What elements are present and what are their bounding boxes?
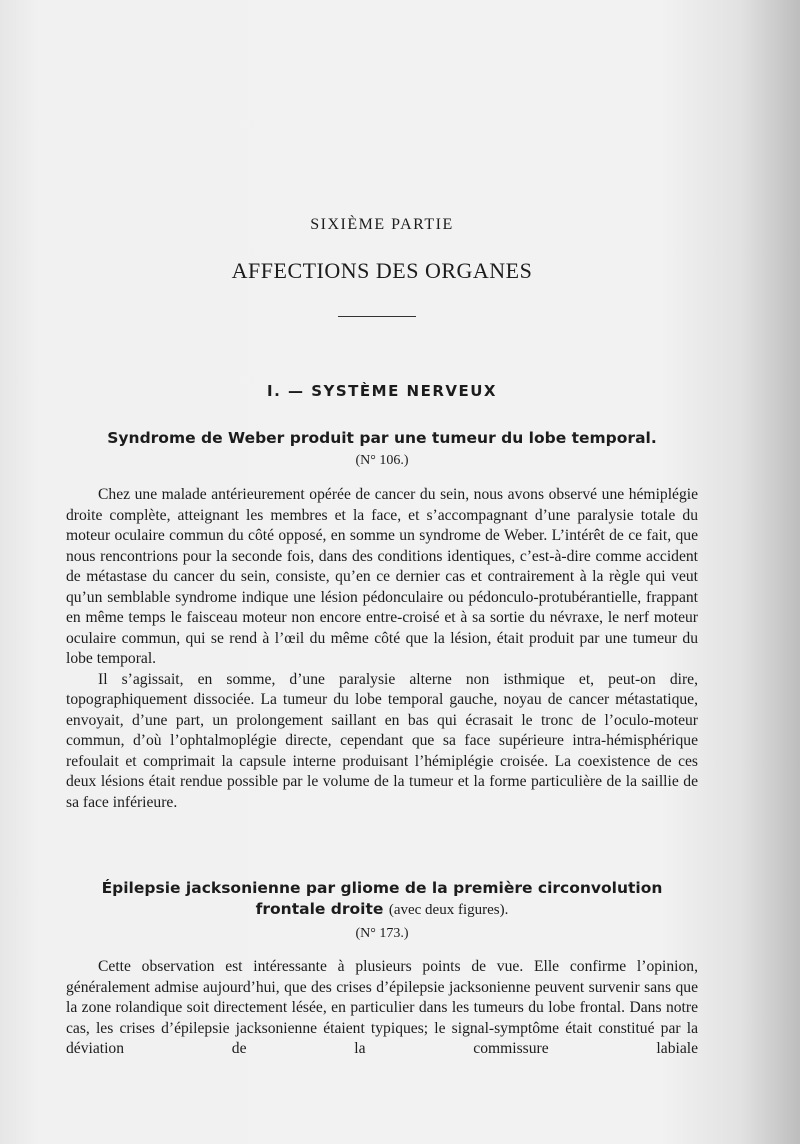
- article-1-paragraph-1: Chez une malade antérieurement opérée de cancer du sein, nous avons observé une hémiplégie droite complète, atteignant les membres et la face, et s’accompagnant d’une paralysie totale du moteur oculaire commun du côté opposé, en somme un syndrome de Weber. L’intérêt de ce fait, que nous rencontrions pour la seconde fois, dans des conditions identiques, c’est-à-dire comme accident de métastase du cancer du sein, consiste, qu’en ce dernier cas et contrairement à la règle qui veut qu’un semblable syndrome indique une lésion pédonculaire ou pédonculo-protubérantielle, frappant en même temps le faisceau moteur non encore entre-croisé et à sa sortie du névraxe, le nerf moteur oculaire commun, qui se rend à l’œil du même côté que la lésion, était produit par une tumeur du lobe temporal.: [66, 486, 698, 667]
- main-title: AFFECTIONS DES ORGANES: [231, 258, 533, 283]
- article-1-title: Syndrome de Weber produit par une tumeur du lobe temporal.: [107, 429, 657, 447]
- article-2-title: [66, 878, 698, 921]
- article-2-title-note: (avec deux figures).: [388, 902, 509, 918]
- article-2-title-line-1: Épilepsie jacksonienne par gliome de la première circonvolution: [101, 879, 663, 897]
- title-rule: [338, 316, 416, 317]
- article-1-paragraph-2: Il s’agissait, en somme, d’une paralysie alterne non isthmique et, peut-on dire, topographiquement dissociée. La tumeur du lobe temporal gauche, noyau de cancer métastatique, envoyait, d’une part, un prolongement saillant en bas qui écrasait le tronc de l’oculo-moteur commun, d’où l’ophtalmoplégie directe, cependant que sa face supérieure intra-hémisphérique refoulait et comprimait la capsule interne produisant l’hémiplégie croisée. La coexistence de ces deux lésions était rendue possible par le volume de la tumeur et la forme particulière de la saillie de sa face inférieure.: [66, 670, 698, 811]
- section-heading: I. — SYSTÈME NERVEUX: [266, 382, 498, 400]
- part-label: SIXIÈME PARTIE: [310, 216, 454, 233]
- article-2-paragraph-1: Cette observation est intéressante à plusieurs points de vue. Elle confirme l’opinion, généralement admise aujourd’hui, que des crises d’épilepsie jacksonienne peuvent survenir sans que la zone rolandique soit directement lésée, en particulier dans les tumeurs du lobe frontal. Dans notre cas, les crises d’épilepsie jacksonienne étaient typiques; le signal-symptôme était constitué par la déviation de la commissure labiale: [66, 958, 698, 1057]
- article-1-reference: (N° 106.): [355, 453, 409, 468]
- article-2-title-bold-2: frontale droite: [255, 900, 384, 918]
- article-2-reference: (N° 173.): [355, 926, 409, 941]
- article-2-title-line-2: [66, 899, 698, 921]
- article-2-body: [66, 957, 698, 1060]
- article-1-body: [66, 485, 698, 813]
